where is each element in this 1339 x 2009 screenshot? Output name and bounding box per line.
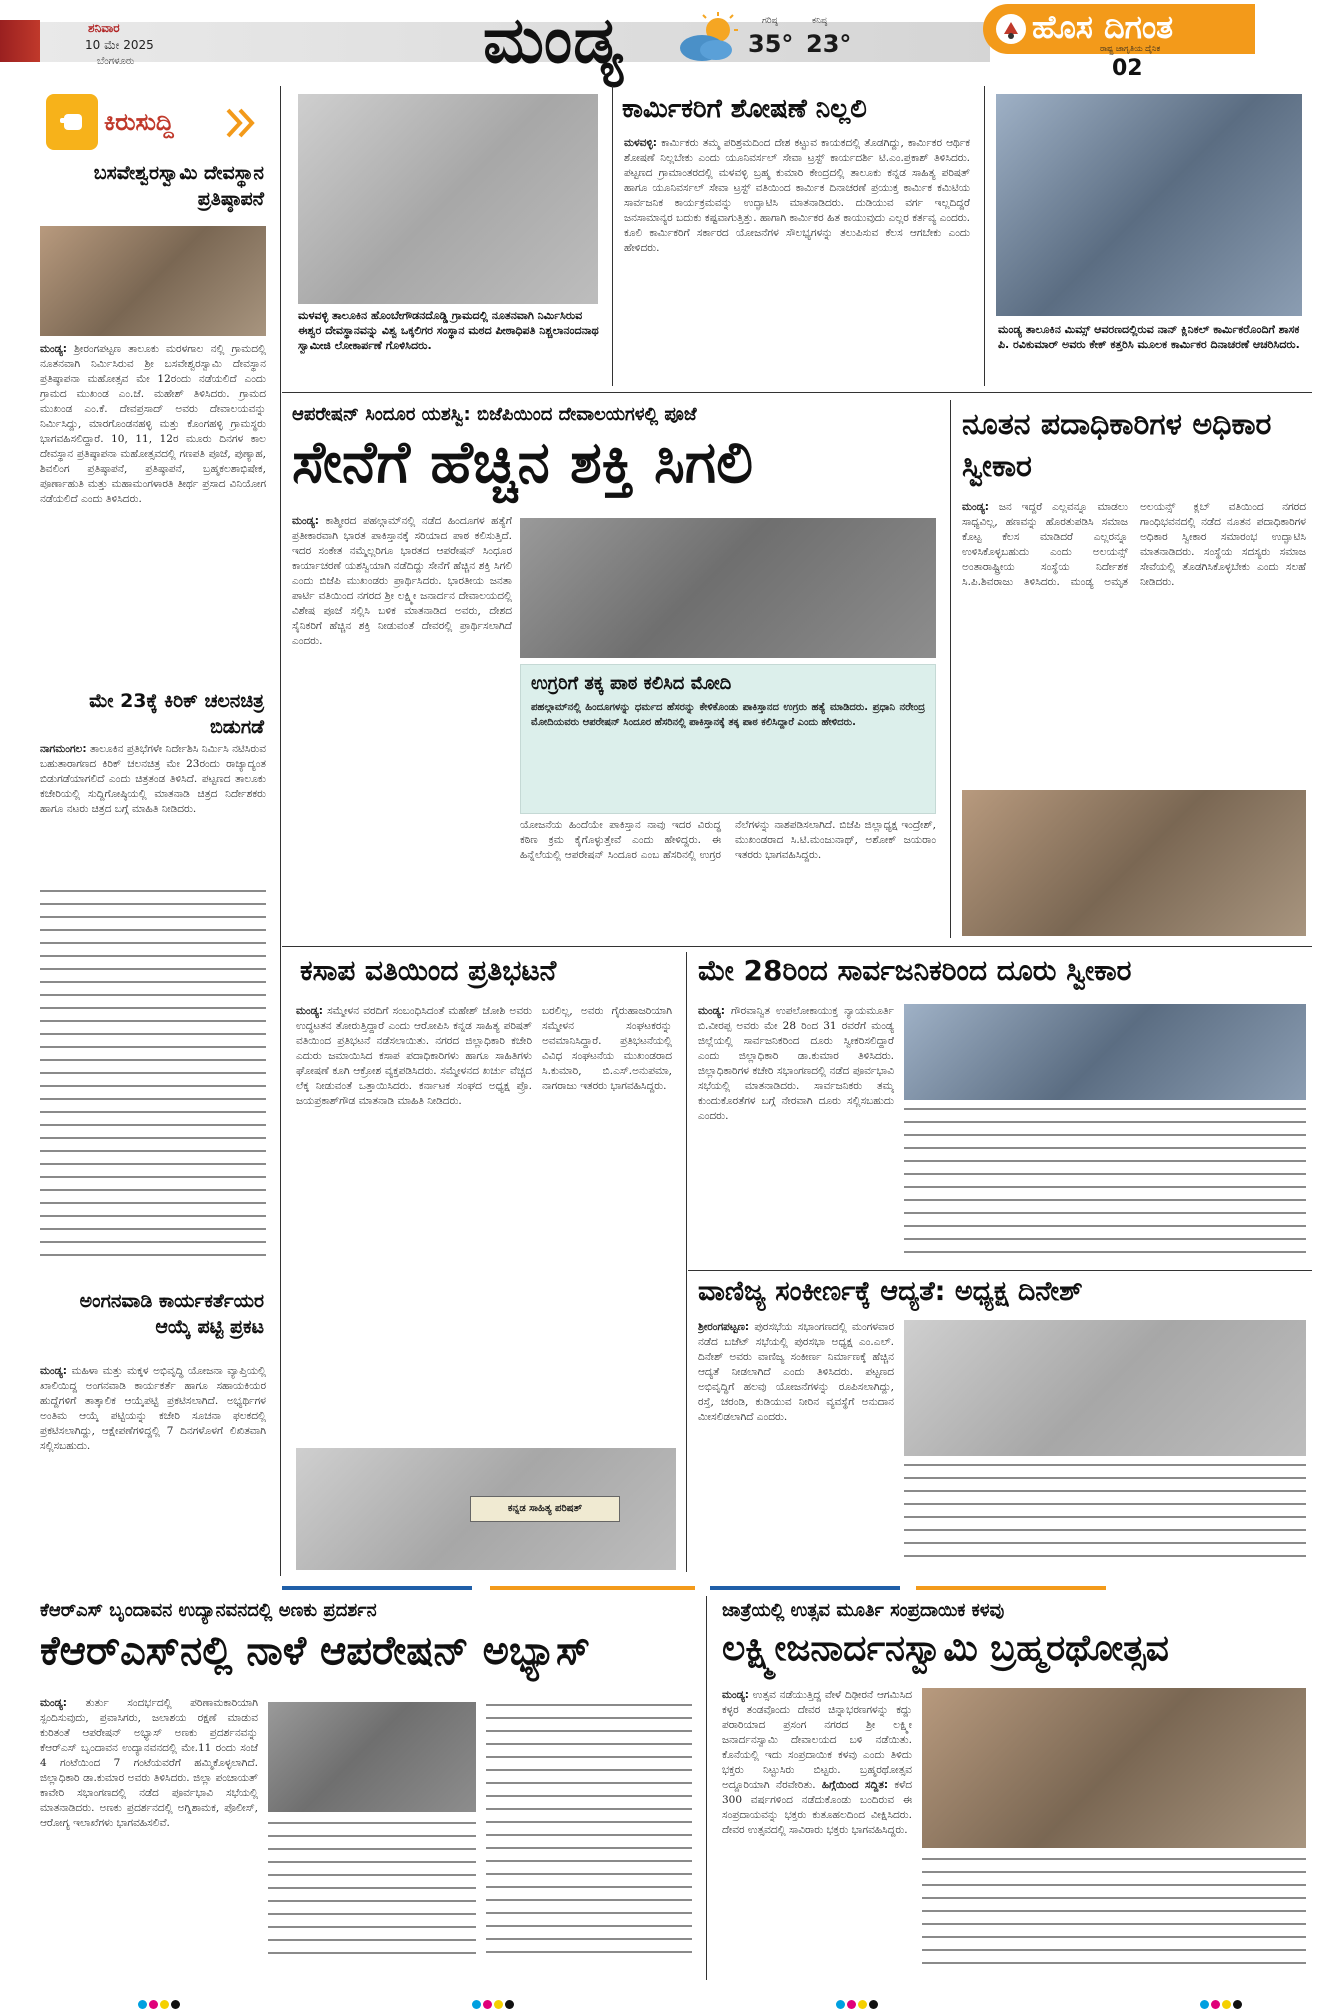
krs-continued <box>486 1704 692 1976</box>
temp-min: 23° <box>806 30 852 58</box>
top-photo-left <box>298 94 598 304</box>
karmika-dateline: ಮಳವಳ್ಳಿ: <box>624 137 658 149</box>
top-photo-right <box>996 94 1302 316</box>
lakshmi-subhead: ಹಿಗ್ಗೆಯಿಂದ ಸದ್ದಿತ: <box>821 1779 889 1791</box>
section-rule <box>282 392 1312 393</box>
lakshmi-text2: ಕಳೆದ 300 ವರ್ಷಗಳಿಂದ ನಡೆದುಕೊಂಡು ಬಂದಿರುವ ಈ ಸಂಪ್ರದಾಯವನ್ನು ಭಕ್ತರು ಕುತೂಹಲದಿಂದ ವೀಕ್ಷಿಸಿದರು. ದೇವರ ಉತ್ಸವದಲ್ಲಿ ಸಾವಿರಾರು ಭಕ್ತರು ಭಾಗವಹಿಸಿದ್ದರು. <box>722 1779 912 1836</box>
registration-marks <box>1200 1994 1244 2009</box>
vanijya-dateline: ಶ್ರೀರಂಗಪಟ್ಟಣ: <box>698 1321 750 1333</box>
vanijya-headline: ವಾಣಿಜ್ಯ ಸಂಕೀರ್ಣಕ್ಕೆ ಆದ್ಯತೆ: ಅಧ್ಯಕ್ಷ ದಿನೇಶ್ <box>698 1276 1083 1307</box>
kiru-story3-body <box>40 1364 266 1564</box>
kasapa-body2: ಬರಲಿಲ್ಲ, ಅವರು ಗೈರುಹಾಜರಿಯಾಗಿ ಸಮ್ಮೇಳನ ಸಂಘಟಕರನ್ನು ಅವಮಾನಿಸಿದ್ದಾರೆ. ಪ್ರತಿಭಟನೆಯಲ್ಲಿ ವಿವಿಧ ಸಂಘಟನೆಯ ಮುಖಂಡರಾದ ಸಿ.ಕುಮಾರಿ, ಬಿ.ಎಸ್.ಅನುಪಮಾ, ನಾಗರಾಜು ಇತರರು ಭಾಗವಹಿಸಿದ್ದರು. <box>542 1005 672 1092</box>
kasapa-dateline: ಮಂಡ್ಯ: <box>296 1005 323 1017</box>
color-bar-blue <box>710 1586 900 1590</box>
may28-body <box>698 1004 894 1266</box>
paper-logo-icon <box>996 14 1026 44</box>
lakshmi-photo <box>922 1688 1306 1848</box>
kiru-story1-text: ಶ್ರೀರಂಗಪಟ್ಟಣ ತಾಲೂಕು ಮರಳಗಾಲ ನಲ್ಲಿ ಗ್ರಾಮದಲ್ಲಿ ನೂತನವಾಗಿ ನಿರ್ಮಿಸಿರುವ ಶ್ರೀ ಬಸವೇಶ್ವರಸ್ವಾಮಿ ದೇವಸ್ಥಾನ ಪ್ರತಿಷ್ಠಾಪನಾ ಮಹೋತ್ಸವ ಮೇ 12ರಂದು ನಡೆಯಲಿದೆ ಎಂದು ಗ್ರಾಮದ ಮುಖಂಡ ಎಂ.ಜೆ. ಮಹೇಶ್ ತಿಳಿಸಿದರು. ಗ್ರಾಮದ ಮುಖಂಡ ಎಂ.ಕೆ. ದೇವಪ್ರಸಾದ್ ಅವರು ದೇವಾಲಯವನ್ನು ನಿರ್ಮಿಸಿದ್ದು, ಮಾರಗೊಂಡನಹಳ್ಳಿ ಮತ್ತು ಕೊಂಗಹಳ್ಳಿ ಗ್ರಾಮಸ್ಥರು ಭಾಗವಹಿಸಲಿದ್ದಾರೆ. 10, 11, 12ರ ಮೂರು ದಿನಗಳ ಕಾಲ ದೇವಸ್ಥಾನ ಪ್ರತಿಷ್ಠಾಪನಾ ಮಹೋತ್ಸವದಲ್ಲಿ ಗಣಪತಿ ಪೂಜೆ, ಪುಣ್ಯಾಹ, ಶಿವಲಿಂಗ ಪ್ರತಿಷ್ಠಾಪನೆ, ಪ್ರತಿಷ್ಠಾಪನೆ, ಬ್ರಹ್ಮಕಲಶಾಭಿಷೇಕ, ಪೂರ್ಣಾಹುತಿ ಮತ್ತು ಮಹಾಮಂಗಳಾರತಿ ತೀರ್ಥ ಪ್ರಸಾದ ವಿನಿಯೋಗ ನಡೆಯಲಿದೆ ಎಂದು ತಿಳಿಸಿದರು. <box>40 343 266 505</box>
color-bar-blue <box>282 1586 472 1590</box>
krs-body <box>40 1696 258 1976</box>
column-rule <box>984 86 985 386</box>
lakshmi-headline: ಲಕ್ಷ್ಮೀಜನಾರ್ದನಸ್ವಾಮಿ ಬ್ರಹ್ಮರಥೋತ್ಸವ <box>722 1628 1169 1669</box>
color-bar-orange <box>916 1586 1106 1590</box>
krs-headline: ಕೆಆರ್‌ಎಸ್‌ನಲ್ಲಿ ನಾಳೆ ಆಪರೇಷನ್ ಅಭ್ಯಾಸ್ <box>40 1628 591 1674</box>
kasapa-text: ಸಮ್ಮೇಳನ ವರದಿಗೆ ಸಂಬಂಧಿಸಿದಂತೆ ಮಹೇಶ್ ಜೋಶಿ ಅವರು ಉದ್ಧಟತನ ತೋರುತ್ತಿದ್ದಾರೆ ಎಂದು ಆರೋಪಿಸಿ ಕನ್ನಡ ಸಾಹಿತ್ಯ ಪರಿಷತ್ ವತಿಯಿಂದ ಪ್ರತಿಭಟನೆ ನಡೆಸಲಾಯಿತು. ನಗರದ ಜಿಲ್ಲಾಧಿಕಾರಿ ಕಚೇರಿ ಎದುರು ಜಮಾಯಿಸಿದ ಕಸಾಪ ಪದಾಧಿಕಾರಿಗಳು ಹಾಗೂ ಸಾಹಿತಿಗಳು ಘೋಷಣೆ ಕೂಗಿ ಆಕ್ರೋಶ ವ್ಯಕ್ತಪಡಿಸಿದರು. ಸಮ್ಮೇಳನದ ಖರ್ಚು ವೆಚ್ಚದ ಲೆಕ್ಕ ನೀಡುವಂತೆ ಒತ್ತಾಯಿಸಿದರು. ಕರ್ನಾಟಕ ಸಂಘದ ಅಧ್ಯಕ್ಷ ಪ್ರೊ. ಜಯಪ್ರಕಾಶ್‌ಗೌಡ ಮಾತನಾಡಿ ಮಾಹಿತಿ ನೀಡಿದರು. <box>296 1005 532 1107</box>
kiru-story1-photo <box>40 226 266 336</box>
kasapa-body <box>296 1004 532 1440</box>
kiru-story3-title: ಅಂಗನವಾಡಿ ಕಾರ್ಯಕರ್ತೆಯರ ಆಯ್ಕೆ ಪಟ್ಟಿ ಪ್ರಕಟ <box>79 1290 264 1338</box>
operation-text: ಕಾಶ್ಮೀರದ ಪಹಲ್ಗಾಮ್‌ನಲ್ಲಿ ನಡೆದ ಹಿಂದೂಗಳ ಹತ್ಯೆಗೆ ಪ್ರತೀಕಾರವಾಗಿ ಭಾರತ ಪಾಕಿಸ್ತಾನಕ್ಕೆ ಸರಿಯಾದ ಪಾಠ ಕಲಿಸುತ್ತಿದೆ. ಇದರ ಸಂಕೇತ ನಮ್ಮೆಲ್ಲರಿಗೂ ಭಾರತದ ಆಪರೇಷನ್ ಸಿಂಧೂರ ಕಾರ್ಯಾಚರಣೆ ಯಶಸ್ವಿಯಾಗಿ ನಡೆದಿದ್ದು ಸೇನೆಗೆ ಹೆಚ್ಚಿನ ಶಕ್ತಿ ಸಿಗಲಿ ಎಂದು ಬಿಜೆಪಿ ಮುಖಂಡರು ಪ್ರಾರ್ಥಿಸಿದರು. ಭಾರತೀಯ ಜನತಾ ಪಾರ್ಟಿ ವತಿಯಿಂದ ನಗರದ ಶ್ರೀ ಲಕ್ಷ್ಮೀ ಜನಾರ್ದನ ದೇವಾಲಯದಲ್ಲಿ ವಿಶೇಷ ಪೂಜೆ ಸಲ್ಲಿಸಿ ಬಳಿಕ ಮಾತನಾಡಿದ ಅವರು, ದೇಶದ ಸೈನಿಕರಿಗೆ ಹೆಚ್ಚಿನ ಶಕ್ತಿ ನೀಡುವಂತೆ ದೇವರಲ್ಲಿ ಪ್ರಾರ್ಥಿಸಲಾಗಿದೆ ಎಂದರು. <box>292 515 512 647</box>
paper-tagline: ರಾಷ್ಟ್ರ ಜಾಗೃತಿಯ ದೈನಿಕ <box>1100 44 1161 53</box>
karmika-body <box>624 136 970 380</box>
kasapa-headline: ಕಸಾಪ ವತಿಯಿಂದ ಪ್ರತಿಭಟನೆ <box>300 954 557 987</box>
column-rule <box>706 1596 707 1980</box>
paper-name: ಹೊಸ ದಿಗಂತ <box>1032 8 1174 46</box>
karmika-headline: ಕಾರ್ಮಿಕರಿಗೆ ಶೋಷಣೆ ನಿಲ್ಲಲಿ <box>622 94 867 124</box>
kiru-story1-body <box>40 342 266 642</box>
edition-title: ಮಂಡ್ಯ <box>483 4 624 78</box>
krs-strap: ಕೆಆರ್‌ಎಸ್ ಬೃಂದಾವನ ಉದ್ಯಾನವನದಲ್ಲಿ ಅಣಕು ಪ್ರದರ್ಶನ <box>40 1600 377 1621</box>
temp-max-label: ಗರಿಷ್ಠ <box>762 16 778 26</box>
kirusuddi-label: ಕಿರುಸುದ್ದಿ <box>104 108 174 136</box>
krs-text: ತುರ್ತು ಸಂದರ್ಭದಲ್ಲಿ ಪರಿಣಾಮಕಾರಿಯಾಗಿ ಸ್ಪಂದಿಸುವುದು, ಪ್ರವಾಸಿಗರು, ಜಲಾಶಯ ರಕ್ಷಣೆ ಮಾಡುವ ಕುರಿತಂತೆ ಆಪರೇಷನ್ ಅಭ್ಯಾಸ್ ಅಣಕು ಪ್ರದರ್ಶನವನ್ನು ಕೆಆರ್‌ಎಸ್ ಬೃಂದಾವನ ಉದ್ಯಾನವನದಲ್ಲಿ ಮೇ.11 ರಂದು ಸಂಜೆ 4 ಗಂಟೆಯಿಂದ 7 ಗಂಟೆಯವರೆಗೆ ಹಮ್ಮಿಕೊಳ್ಳಲಾಗಿದೆ. ಜಿಲ್ಲಾಧಿಕಾರಿ ಡಾ.ಕುಮಾರ ಅವರು ತಿಳಿಸಿದರು. ಜಿಲ್ಲಾ ಪಂಚಾಯತ್ ಕಾವೇರಿ ಸಭಾಂಗಣದಲ್ಲಿ ನಡೆದ ಪೂರ್ವಭಾವಿ ಸಭೆಯಲ್ಲಿ ಮಾತನಾಡಿದರು. ಅಣಕು ಪ್ರದರ್ಶನದಲ್ಲಿ ಅಗ್ನಿಶಾಮಕ, ಪೊಲೀಸ್, ಆರೋಗ್ಯ ಇಲಾಖೆಗಳು ಭಾಗವಹಿಸಲಿವೆ. <box>40 1697 258 1829</box>
chevron-right-icon <box>224 106 258 140</box>
operation-photo <box>520 518 936 658</box>
weather-icon <box>672 12 742 66</box>
operation-strap: ಆಪರೇಷನ್ ಸಿಂದೂರ ಯಶಸ್ವಿ: ಬಿಜೆಪಿಯಿಂದ ದೇವಾಲಯಗಳಲ್ಲಿ ಪೂಜೆ <box>292 404 697 425</box>
registration-marks <box>472 1994 516 2009</box>
kiru-story1-dateline: ಮಂಡ್ಯ: <box>40 343 67 355</box>
section-rule <box>282 946 1312 947</box>
masthead-day: ಶನಿವಾರ <box>88 21 120 35</box>
top-photo-right-caption: ಮಂಡ್ಯ ತಾಲೂಕಿನ ಮಿಮ್ಸ್ ಆವರಣದಲ್ಲಿರುವ ನಾನ್ ಕ್ಲಿನಿಕಲ್ ಕಾರ್ಮಿಕರೊಂದಿಗೆ ಶಾಸಕ ಪಿ. ರವಿಕುಮಾರ್ ಅವರು ಕೇಕ್ ಕತ್ತರಿಸಿ ಮೂಲಕ ಕಾರ್ಮಿಕರ ದಿನಾಚರಣೆ ಆಚರಿಸಿದರು. <box>998 323 1300 351</box>
column-rule <box>686 952 687 1572</box>
vanijya-text: ಪುರಸಭೆಯ ಸಭಾಂಗಣದಲ್ಲಿ ಮಂಗಳವಾರ ನಡೆದ ಬಜೆಟ್ ಸಭೆಯಲ್ಲಿ ಪುರಸಭಾ ಅಧ್ಯಕ್ಷ ಎಂ.ಎಲ್. ದಿನೇಶ್ ಅವರು ವಾಣಿಜ್ಯ ಸಂಕೀರ್ಣ ನಿರ್ಮಾಣಕ್ಕೆ ಹೆಚ್ಚಿನ ಆದ್ಯತೆ ನೀಡಲಾಗಿದೆ ಎಂದು ತಿಳಿಸಿದರು. ಪಟ್ಟಣದ ಅಭಿವೃದ್ಧಿಗೆ ಹಲವು ಯೋಜನೆಗಳನ್ನು ರೂಪಿಸಲಾಗಿದ್ದು, ರಸ್ತೆ, ಚರಂಡಿ, ಕುಡಿಯುವ ನೀರಿನ ವ್ಯವಸ್ಥೆಗೆ ಅನುದಾನ ಮೀಸಲಿಡಲಾಗಿದೆ ಎಂದರು. <box>698 1321 894 1423</box>
karmika-text: ಕಾರ್ಮಿಕರು ತಮ್ಮ ಪರಿಶ್ರಮದಿಂದ ದೇಶ ಕಟ್ಟುವ ಕಾಯಕದಲ್ಲಿ ತೊಡಗಿದ್ದು, ಕಾರ್ಮಿಕರ ಆರ್ಥಿಕ ಶೋಷಣೆ ನಿಲ್ಲಬೇಕು ಎಂದು ಯೂನಿವರ್ಸಲ್ ಸೇವಾ ಟ್ರಸ್ಟ್ ಕಾರ್ಯದರ್ಶಿ ಟಿ.ಎಂ.ಪ್ರಕಾಶ್ ತಿಳಿಸಿದರು. ಪಟ್ಟಣದ ಗ್ರಾಮಾಂತರದಲ್ಲಿ ಮಳವಳ್ಳಿ ಬ್ರಹ್ಮ ಕುಮಾರಿ ಕೇಂದ್ರದಲ್ಲಿ ತಾಲೂಕು ಕನ್ನಡ ಸಾಹಿತ್ಯ ಪರಿಷತ್ ಹಾಗೂ ಯೂನಿವರ್ಸಲ್ ಸೇವಾ ಟ್ರಸ್ಟ್ ವತಿಯಿಂದ ಕಾರ್ಮಿಕ ದಿನಾಚರಣೆ ಪ್ರಯುಕ್ತ ಕಾರ್ಮಿಕ ಕಮಿಟಿಯ ಸಾರ್ವಜನಿಕ ಕಾರ್ಯಕ್ರಮವನ್ನು ಉದ್ಘಾಟಿಸಿ ಮಾತನಾಡಿದರು. ದುಡಿಯುವ ವರ್ಗ ಇಲ್ಲದಿದ್ದರೆ ಜನಸಾಮಾನ್ಯರ ಬದುಕು ಕಷ್ಟವಾಗುತ್ತಿತ್ತು. ಹಾಗಾಗಿ ಕಾರ್ಮಿಕರ ಹಿತ ಕಾಯುವುದು ಎಲ್ಲರ ಕರ್ತವ್ಯ ಎಂದರು. ಕೂಲಿ ಕಾರ್ಮಿಕರಿಗೆ ಸರ್ಕಾರದ ಯೋಜನೆಗಳ ಸೌಲಭ್ಯಗಳನ್ನು ತಲುಪಿಸುವ ಕೆಲಸ ಆಗಬೇಕು ಎಂದು ಹೇಳಿದರು. <box>624 137 970 254</box>
hand-icon <box>56 106 88 138</box>
vanijya-photo <box>904 1320 1306 1456</box>
kiru-story3-text2: ಅಭ್ಯರ್ಥಿಗಳ ಅಂತಿಮ ಆಯ್ಕೆ ಪಟ್ಟಿಯನ್ನು ಕಚೇರಿ ಸೂಚನಾ ಫಲಕದಲ್ಲಿ ಪ್ರಕಟಿಸಲಾಗಿದ್ದು, ಆಕ್ಷೇಪಣೆಗಳಿದ್ದಲ್ಲಿ 7 ದಿನಗಳೊಳಗೆ ಲಿಖಿತವಾಗಿ ಸಲ್ಲಿಸಬಹುದು. <box>40 1395 266 1452</box>
lakshmi-dateline: ಮಂಡ್ಯ: <box>722 1689 749 1701</box>
krs-dateline: ಮಂಡ್ಯ: <box>40 1697 67 1709</box>
kiru-story3-text: ಮಹಿಳಾ ಮತ್ತು ಮಕ್ಕಳ ಅಭಿವೃದ್ಧಿ ಯೋಜನಾ ವ್ಯಾಪ್ತಿಯಲ್ಲಿ ಖಾಲಿಯಿದ್ದ ಅಂಗನವಾಡಿ ಕಾರ್ಯಕರ್ತೆ ಹಾಗೂ ಸಹಾಯಕಿಯರ ಹುದ್ದೆಗಳಿಗೆ ತಾತ್ಕಾಲಿಕ ಆಯ್ಕೆಪಟ್ಟಿ ಪ್ರಕಟಿಸಲಾಗಿದೆ. <box>40 1365 266 1407</box>
page-number: 02 <box>1112 56 1143 81</box>
masthead-date: 10 ಮೇ 2025 <box>85 38 154 52</box>
operation-callout-body: ಪಹಲ್ಗಾಮ್‌ನಲ್ಲಿ ಹಿಂದೂಗಳನ್ನು ಧರ್ಮದ ಹೆಸರನ್ನು ಕೇಳಿಕೊಂಡು ಪಾಕಿಸ್ತಾನದ ಉಗ್ರರು ಹತ್ಯೆ ಮಾಡಿದರು. ಪ್ರಧಾನಿ ನರೇಂದ್ರ ಮೋದಿಯವರು ಆಪರೇಷನ್ ಸಿಂದೂರ ಹೆಸರಿನಲ್ಲಿ ಪಾಕಿಸ್ತಾನಕ್ಕೆ ತಕ್ಕ ಪಾಠ ಕಲಿಸಿದ್ದಾರೆ ಎಂದು ಹೇಳಿದರು. <box>531 702 925 728</box>
lakshmi-strap: ಜಾತ್ರೆಯಲ್ಲಿ ಉತ್ಸವ ಮೂರ್ತಿ ಸಂಪ್ರದಾಯಿಕ ಕಳವು <box>722 1600 1005 1621</box>
operation-dateline: ಮಂಡ್ಯ: <box>292 515 319 527</box>
temp-max: 35° <box>748 30 794 58</box>
temp-min-label: ಕನಿಷ್ಠ <box>812 16 828 26</box>
may28-text: ಗೌರವಾನ್ವಿತ ಉಪಲೋಕಾಯುಕ್ತ ನ್ಯಾಯಮೂರ್ತಿ ಬಿ.ವೀರಪ್ಪ ಅವರು ಮೇ 28 ರಿಂದ 31 ರವರೆಗೆ ಮಂಡ್ಯ ಜಿಲ್ಲೆಯಲ್ಲಿ ಸಾರ್ವಜನಿಕರಿಂದ ದೂರು ಸ್ವೀಕರಿಸಲಿದ್ದಾರೆ ಎಂದು ಜಿಲ್ಲಾಧಿಕಾರಿ ಡಾ.ಕುಮಾರ ತಿಳಿಸಿದರು. ಜಿಲ್ಲಾಧಿಕಾರಿಗಳ ಕಚೇರಿ ಸಭಾಂಗಣದಲ್ಲಿ ನಡೆದ ಪೂರ್ವಭಾವಿ ಸಭೆಯಲ್ಲಿ ಮಾತನಾಡಿದರು. ಸಾರ್ವಜನಿಕರು ತಮ್ಮ ಕುಂದುಕೊರತೆಗಳ ಬಗ್ಗೆ ನೇರವಾಗಿ ದೂರು ಸಲ್ಲಿಸಬಹುದು ಎಂದರು. <box>698 1005 894 1122</box>
may28-dateline: ಮಂಡ್ಯ: <box>698 1005 725 1017</box>
registration-marks <box>836 1994 880 2009</box>
kiru-story1-title: ಬಸವೇಶ್ವರಸ್ವಾಮಿ ದೇವಸ್ಥಾನ ಪ್ರತಿಷ್ಠಾಪನೆ <box>93 162 264 210</box>
may28-headline: ಮೇ 28ರಿಂದ ಸಾರ್ವಜನಿಕರಿಂದ ದೂರು ಸ್ವೀಕಾರ <box>698 954 1132 987</box>
nutana-headline: ನೂತನ ಪದಾಧಿಕಾರಿಗಳ ಅಧಿಕಾರ ಸ್ವೀಕಾರ <box>962 407 1272 484</box>
operation-body <box>292 514 512 914</box>
nutana-text: ಜನ ಇದ್ದರೆ ಎಲ್ಲವನ್ನೂ ಮಾಡಲು ಸಾಧ್ಯವಿಲ್ಲ, ಹಣವನ್ನು ಹೊರತುಪಡಿಸಿ ಸಮಾಜ ಕೊಟ್ಟ ಕೆಲಸ ಮಾಡಿದರೆ ಎಲ್ಲರನ್ನೂ ಉಳಿಸಿಕೊಳ್ಳಬಹುದು ಎಂದು ಅಲಯನ್ಸ್ ಅಂತಾರಾಷ್ಟ್ರೀಯ ಸಂಸ್ಥೆಯ ನಿರ್ದೇಶಕ ಸಿ.ಪಿ.ಶಿವರಾಜು ತಿಳಿಸಿದರು. ಮಂಡ್ಯ ಅಮೃತ ಅಲಯನ್ಸ್ ಕ್ಲಬ್ ವತಿಯಿಂದ ನಗರದ ಗಾಂಧಿಭವನದಲ್ಲಿ ನಡೆದ ನೂತನ ಪದಾಧಿಕಾರಿಗಳ ಅಧಿಕಾರ ಸ್ವೀಕಾರ ಸಮಾರಂಭ ಉದ್ಘಾಟಿಸಿ ಮಾತನಾಡಿದರು. ಸಂಸ್ಥೆಯ ಸದಸ್ಯರು ಸಮಾಜ ಸೇವೆಯಲ್ಲಿ ತೊಡಗಿಸಿಕೊಳ್ಳಬೇಕು ಎಂದು ಸಲಹೆ ನೀಡಿದರು. <box>962 501 1306 588</box>
lakshmi-text: ಉತ್ಸವ ನಡೆಯುತ್ತಿದ್ದ ವೇಳೆ ದಿಢೀರನೆ ಆಗಮಿಸಿದ ಕಳ್ಳರ ತಂಡವೊಂದು ದೇವರ ಚಿನ್ನಾಭರಣಗಳನ್ನು ಕದ್ದು ಪರಾರಿಯಾದ ಪ್ರಸಂಗ ನಗರದ ಶ್ರೀ ಲಕ್ಷ್ಮೀ ಜನಾರ್ದನಸ್ವಾಮಿ ದೇವಾಲಯದ ಬಳಿ ನಡೆಯಿತು. ಕೊನೆಯಲ್ಲಿ ಇದು ಸಂಪ್ರದಾಯಿಕ ಕಳವು ಎಂದು ತಿಳಿದು ಭಕ್ತರು ನಿಟ್ಟುಸಿರು ಬಿಟ್ಟರು. ಬ್ರಹ್ಮರಥೋತ್ಸವ ಅದ್ದೂರಿಯಾಗಿ ನೆರವೇರಿತು. <box>722 1689 912 1791</box>
kiru-story2-title: ಮೇ 23ಕ್ಕೆ ಕಿರಿಕ್ ಚಲನಚಿತ್ರ ಬಿಡುಗಡೆ <box>89 690 264 738</box>
operation-headline: ಸೇನೆಗೆ ಹೆಚ್ಚಿನ ಶಕ್ತಿ ಸಿಗಲಿ <box>292 428 754 496</box>
operation-callout-title: ಉಗ್ರರಿಗೆ ತಕ್ಕ ಪಾಠ ಕಲಿಸಿದ ಮೋದಿ <box>531 673 732 694</box>
kiru-story3-dateline: ಮಂಡ್ಯ: <box>40 1365 67 1377</box>
masthead-stripe-left <box>0 20 40 62</box>
kiru-story2-dateline: ನಾಗಮಂಗಲ: <box>40 743 87 755</box>
kiru-story2-text: ತಾಲೂಕಿನ ಪ್ರತಿಭೆಗಳೇ ನಿರ್ದೇಶಿಸಿ ನಿರ್ಮಿಸಿ ನಟಿಸಿರುವ ಬಹುತಾರಾಗಣದ ಕಿರಿಕ್ ಚಲನಚಿತ್ರ ಮೇ 23ರಂದು ರಾಜ್ಯಾದ್ಯಂತ ಬಿಡುಗಡೆಯಾಗಲಿದೆ ಎಂದು ಚಿತ್ರತಂಡ ತಿಳಿಸಿದೆ. ಪಟ್ಟಣದ ತಾಲೂಕು ಕಚೇರಿಯಲ್ಲಿ ಸುದ್ದಿಗೋಷ್ಠಿಯಲ್ಲಿ ಮಾತನಾಡಿ ಚಿತ್ರದ ನಿರ್ದೇಶಕರು ಹಾಗೂ ನಟರು ಚಿತ್ರದ ಬಗ್ಗೆ ಮಾಹಿತಿ ನೀಡಿದರು. <box>40 743 266 815</box>
krs-photo <box>268 1702 476 1812</box>
lakshmi-body <box>722 1688 912 1976</box>
section-rule <box>688 1270 1312 1271</box>
may28-photo <box>904 1004 1306 1100</box>
operation-callout <box>520 664 936 814</box>
nutana-body <box>962 500 1306 780</box>
color-bar-orange <box>490 1586 695 1590</box>
vanijya-continued <box>904 1464 1306 1572</box>
masthead-place: ಬೆಂಗಳೂರು <box>97 56 135 67</box>
column-rule <box>612 86 613 386</box>
lakshmi-continued <box>922 1858 1306 1976</box>
registration-marks <box>138 1994 182 2009</box>
column-rule <box>280 86 281 1576</box>
may28-continued <box>904 1108 1306 1268</box>
krs-continued <box>268 1822 476 1976</box>
nutana-dateline: ಮಂಡ್ಯ: <box>962 501 989 513</box>
operation-body2: ಯೋಜನೆಯ ಹಿಂದೆಯೇ ಪಾಕಿಸ್ತಾನ ನಾವು ಇದರ ವಿರುದ್ಧ ಕಠಿಣ ಕ್ರಮ ಕೈಗೊಳ್ಳುತ್ತೇವೆ ಎಂದು ಹೇಳಿದ್ದರು. ಈ ಹಿನ್ನೆಲೆಯಲ್ಲಿ ಆಪರೇಷನ್ ಸಿಂದೂರ ಎಂಬ ಹೆಸರಿನಲ್ಲಿ ಉಗ್ರರ ನೆಲೆಗಳನ್ನು ನಾಶಪಡಿಸಲಾಗಿದೆ. ಬಿಜೆಪಿ ಜಿಲ್ಲಾಧ್ಯಕ್ಷ ಇಂದ್ರೇಶ್, ಮುಖಂಡರಾದ ಸಿ.ಟಿ.ಮಂಜುನಾಥ್, ಅಶೋಕ್ ಜಯರಾಂ ಇತರರು ಭಾಗವಹಿಸಿದ್ದರು. <box>520 819 936 861</box>
kiru-story2-continued <box>40 890 266 1270</box>
vanijya-body <box>698 1320 894 1570</box>
top-photo-left-caption: ಮಳವಳ್ಳಿ ತಾಲೂಕಿನ ಹೊಂಬೇಗೌಡನದೊಡ್ಡಿ ಗ್ರಾಮದಲ್ಲಿ ನೂತನವಾಗಿ ನಿರ್ಮಿಸಿರುವ ಈಶ್ವರ ದೇವಸ್ಥಾನವನ್ನು ವಿಶ್ವ ಒಕ್ಕಲಿಗರ ಸಂಸ್ಥಾನ ಮಠದ ಪೀಠಾಧಿಪತಿ ನಿಶ್ಚಲಾನಂದನಾಥ ಸ್ವಾಮೀಜಿ ಲೋಕಾರ್ಪಣೆ ಗೊಳಿಸಿದರು. <box>298 309 599 352</box>
column-rule <box>950 400 951 938</box>
kasapa-protest-banner: ಕನ್ನಡ ಸಾಹಿತ್ಯ ಪರಿಷತ್ <box>470 1496 620 1522</box>
nutana-photo <box>962 790 1306 936</box>
